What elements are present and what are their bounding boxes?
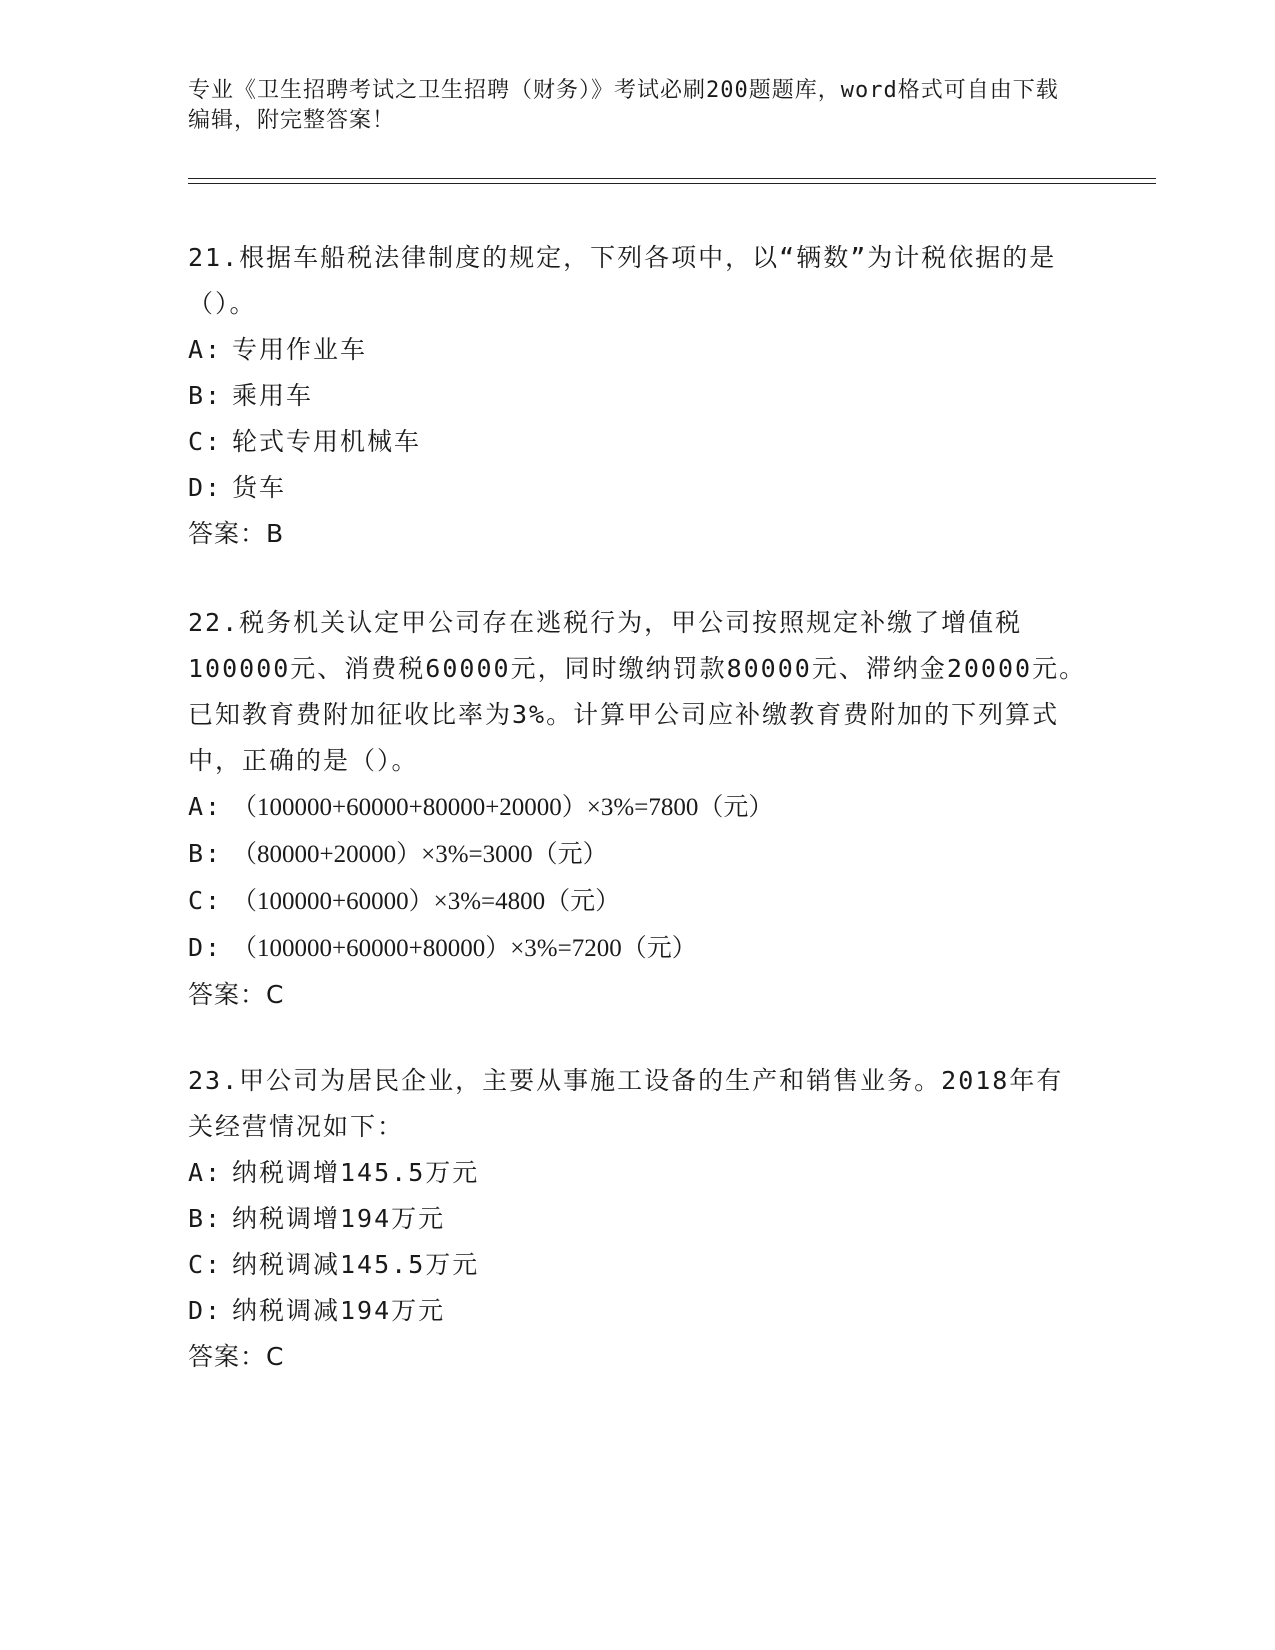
option-text: 乘用车 [232,381,314,410]
option-text: 纳税调减145.5万元 [232,1250,480,1279]
option-c [188,878,1088,925]
option-d [188,1288,1088,1334]
option-letter: C: [188,886,223,915]
question-stem: 22.税务机关认定甲公司存在逃税行为，甲公司按照规定补缴了增值税100000元、消费税60000元，同时缴纳罚款80000元、滞纳金20000元。已知教育费附加征收比率为3%。计算甲公司应补缴教育费附加的下列算式中，正确的是（）。 [188,608,1087,775]
option-c [188,419,1088,465]
option-letter: B: [188,381,223,410]
question-stem: 21.根据车船税法律制度的规定，下列各项中，以“辆数”为计税依据的是（）。 [188,243,1057,318]
option-letter: B: [188,839,223,868]
option-text: （80000+20000）×3%=3000（元） [232,841,608,868]
option-text: 纳税调减194万元 [232,1296,446,1325]
option-text: 轮式专用机械车 [232,427,422,456]
option-a [188,327,1088,373]
option-text: 专用作业车 [232,335,368,364]
option-letter: D: [188,473,223,502]
option-b [188,831,1088,878]
answer-line: 答案：B [188,519,285,548]
option-letter: B: [188,1204,223,1233]
header-divider-bottom [188,183,1156,184]
option-a [188,784,1088,831]
option-text: （100000+60000+80000+20000）×3%=7800（元） [232,794,774,821]
question-22 [188,600,1088,1018]
option-text: （100000+60000+80000）×3%=7200（元） [232,935,697,962]
option-c [188,1242,1088,1288]
option-text: 纳税调增194万元 [232,1204,446,1233]
option-letter: C: [188,427,223,456]
document-header: 专业《卫生招聘考试之卫生招聘（财务）》考试必刷200题题库，word格式可自由下载编辑，附完整答案！ [188,78,1059,133]
answer-line: 答案：C [188,980,285,1009]
option-d [188,925,1088,972]
option-letter: D: [188,933,223,962]
option-b [188,1196,1088,1242]
option-text: 货车 [232,473,287,502]
option-letter: C: [188,1250,223,1279]
option-b [188,373,1088,419]
question-23 [188,1058,1088,1380]
answer-line: 答案：C [188,1342,285,1371]
option-letter: D: [188,1296,223,1325]
option-text: 纳税调增145.5万元 [232,1158,480,1187]
question-21 [188,235,1088,557]
header-divider-top [188,178,1156,179]
option-d [188,465,1088,511]
option-letter: A: [188,792,223,821]
option-a [188,1150,1088,1196]
option-letter: A: [188,1158,223,1187]
option-letter: A: [188,335,223,364]
option-text: （100000+60000）×3%=4800（元） [232,888,621,915]
question-stem: 23.甲公司为居民企业，主要从事施工设备的生产和销售业务。2018年有关经营情况如下： [188,1066,1064,1141]
